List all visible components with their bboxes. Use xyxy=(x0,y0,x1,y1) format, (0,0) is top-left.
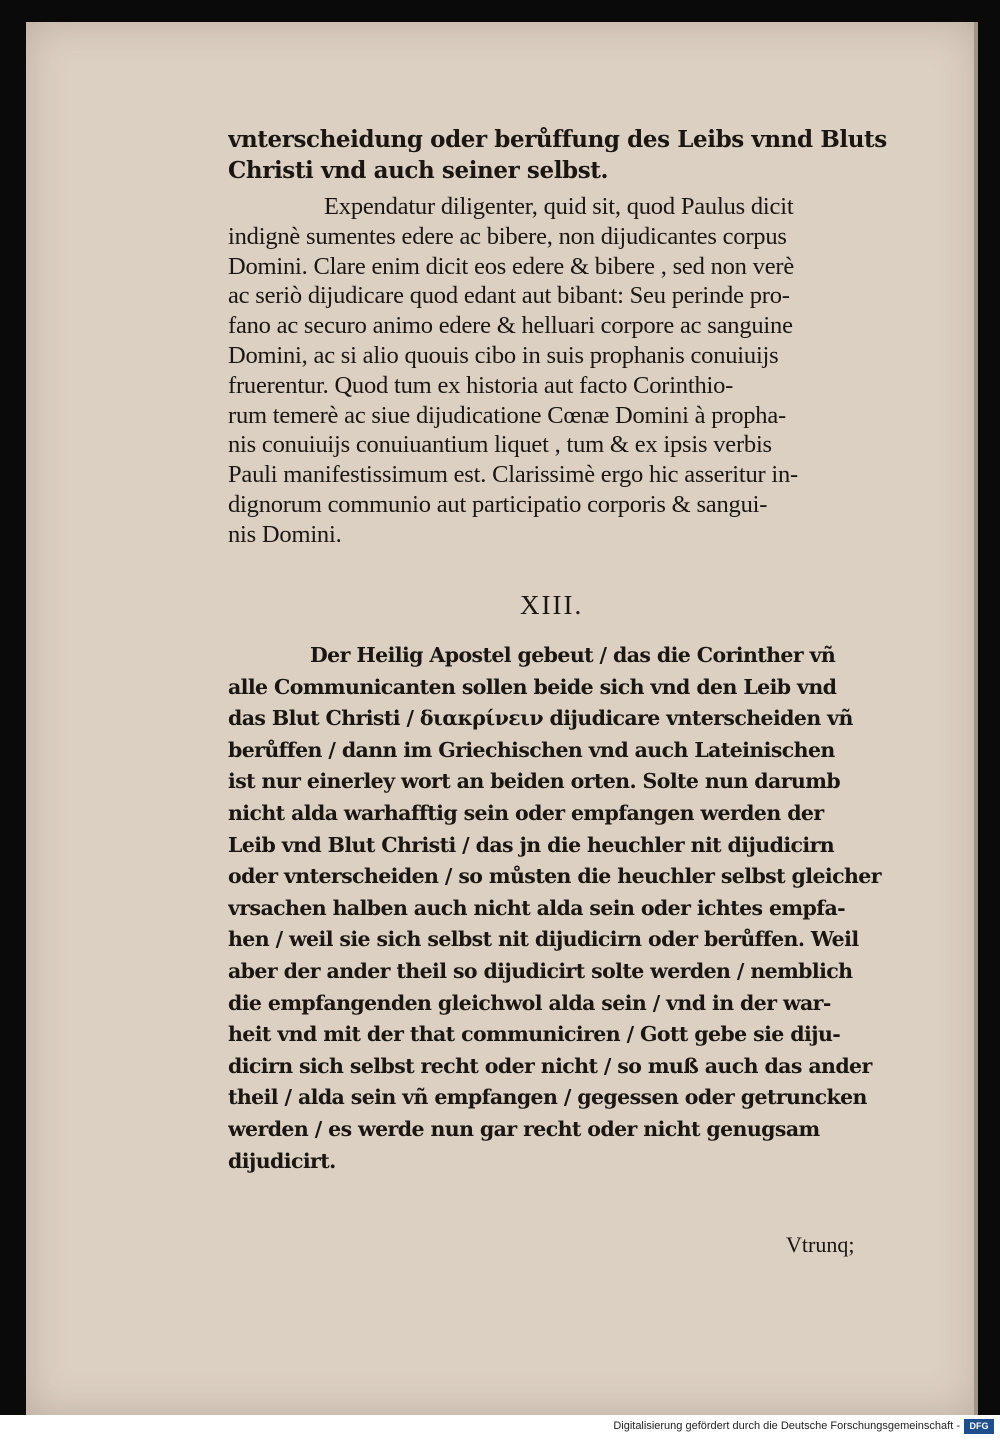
german-line: Leib vnd Blut Christi / das jn die heuchler nit dijudicirn xyxy=(228,832,835,857)
latin-paragraph xyxy=(228,192,904,550)
german-line: ist nur einerley wort an beiden orten. Solte nun darumb xyxy=(228,769,841,794)
latin-line: ac seriò dijudicare quod edant aut bibant: Seu perinde pro- xyxy=(228,282,790,310)
german-line: die empfangenden gleichwol alda sein / vnd in der war- xyxy=(228,990,831,1015)
german-line: alle Communicanten sollen beide sich vnd den Leib vnd xyxy=(228,674,837,699)
german-line: nicht alda warhafftig sein oder empfangen werden der xyxy=(228,800,824,825)
latin-line: dignorum communio aut participatio corporis & sangui- xyxy=(228,490,768,518)
german-line: werden / es werde nun gar recht oder nicht genugsam xyxy=(228,1116,820,1141)
german-line: theil / alda sein vñ empfangen / gegessen oder getruncken xyxy=(228,1085,867,1110)
latin-line: indignè sumentes edere ac bibere, non dijudicantes corpus xyxy=(228,222,787,250)
german-paragraph xyxy=(228,640,904,1177)
dfg-logo-icon: DFG xyxy=(964,1419,994,1434)
german-line: Der Heilig Apostel gebeut / das die Corinther vñ xyxy=(310,643,836,667)
funding-credit: Digitalisierung gefördert durch die Deutsche Forschungsgemeinschaft - xyxy=(613,1420,960,1432)
footer-bar xyxy=(0,1415,1000,1441)
latin-line: Domini. Clare enim dicit eos edere & bibere , sed non verè xyxy=(228,252,795,280)
german-line: berůffen / dann im Griechischen vnd auch Lateinischen xyxy=(228,737,835,762)
latin-line: nis conuiuijs conuiuantium liquet , tum & ex ipsis verbis xyxy=(228,431,772,459)
heading-line: Christi vnd auch seiner selbst. xyxy=(228,157,609,184)
heading-line: vnterscheidung oder berůffung des Leibs vnnd Bluts xyxy=(228,126,887,153)
german-line: dicirn sich selbst recht oder nicht / so muß auch das ander xyxy=(228,1053,872,1078)
latin-line: Pauli manifestissimum est. Clarissimè ergo hic asseritur in- xyxy=(228,461,799,489)
latin-line: fruerentur. Quod tum ex historia aut facto Corinthio- xyxy=(228,371,734,399)
page-edge xyxy=(974,22,978,1415)
section-numeral: XIII. xyxy=(520,590,584,620)
german-line: vrsachen halben auch nicht alda sein oder ichtes empfa- xyxy=(228,895,846,920)
latin-line: rum temerè ac siue dijudicatione Cœnæ Domini à propha- xyxy=(228,401,786,429)
german-line: das Blut Christi / διακρίνειν dijudicare vnterscheiden vñ xyxy=(228,706,853,731)
latin-line: Expendatur diligenter, quid sit, quod Paulus dicit xyxy=(324,193,794,220)
catchword: Vtrunq; xyxy=(786,1232,855,1257)
latin-line: Domini, ac si alio quouis cibo in suis prophanis conuiuijs xyxy=(228,341,779,369)
german-line: aber der ander theil so dijudicirt solte werden / nemblich xyxy=(228,958,853,983)
german-line: heit vnd mit der that communiciren / Gott gebe sie diju- xyxy=(228,1022,841,1047)
running-heading xyxy=(228,124,904,186)
latin-line: nis Domini. xyxy=(228,520,342,548)
latin-line: fano ac securo animo edere & helluari corpore ac sanguine xyxy=(228,312,793,340)
german-line: dijudicirt. xyxy=(228,1148,336,1173)
german-line: hen / weil sie sich selbst nit dijudicirn oder berůffen. Weil xyxy=(228,927,859,952)
german-line: oder vnterscheiden / so můsten die heuchler selbst gleicher xyxy=(228,864,881,889)
